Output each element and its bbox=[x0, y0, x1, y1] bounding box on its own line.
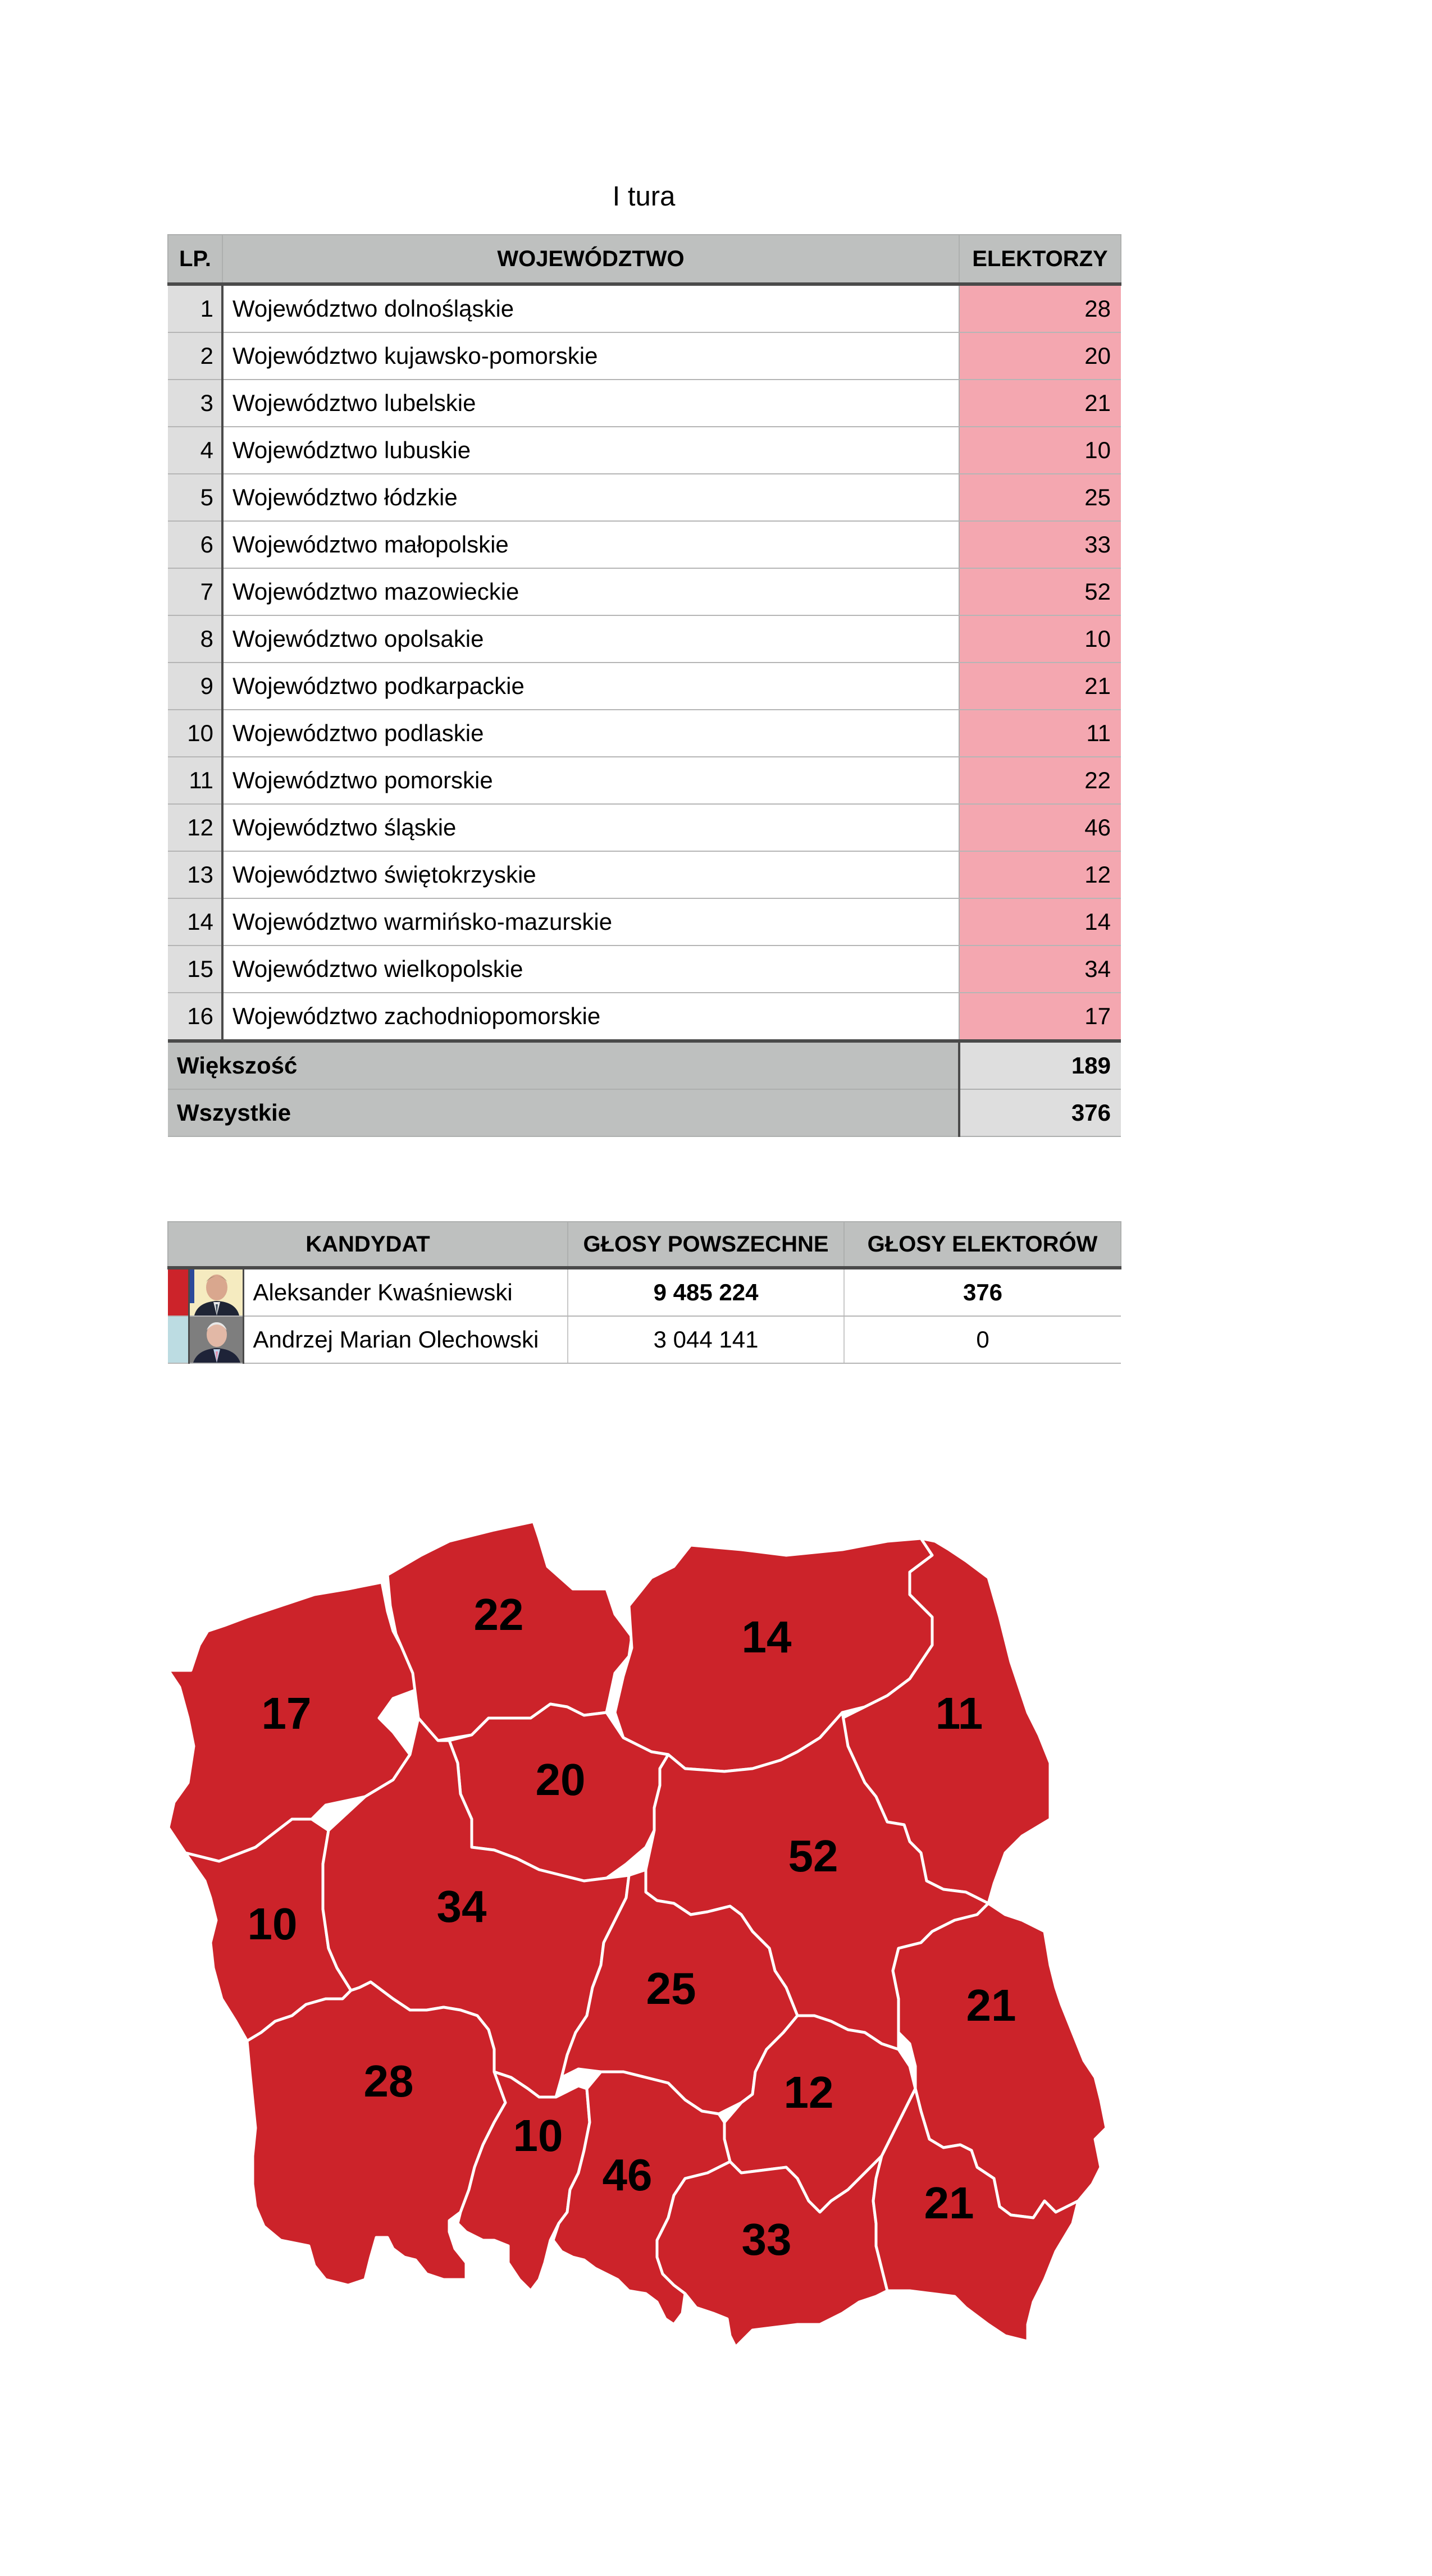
map-label-warminsko-mazurskie: 14 bbox=[741, 1612, 792, 1662]
table-row bbox=[168, 663, 1121, 710]
row-voivodeship: Województwo warmińsko-mazurskie bbox=[222, 898, 959, 946]
page-title: I tura bbox=[612, 181, 676, 212]
map-label-lubelskie: 21 bbox=[966, 1980, 1016, 2031]
row-voivodeship: Województwo zachodniopomorskie bbox=[222, 993, 959, 1041]
popular-votes: 9 485 224 bbox=[568, 1268, 844, 1316]
table-row bbox=[168, 568, 1121, 615]
row-lp: 7 bbox=[168, 568, 222, 615]
row-lp: 15 bbox=[168, 946, 222, 993]
row-voivodeship: Województwo świętokrzyskie bbox=[222, 851, 959, 898]
candidate-photo bbox=[189, 1268, 243, 1316]
row-voivodeship: Województwo podlaskie bbox=[222, 710, 959, 757]
row-voivodeship: Województwo lubuskie bbox=[222, 427, 959, 474]
row-electors: 11 bbox=[959, 710, 1121, 757]
popular-votes: 3 044 141 bbox=[568, 1316, 844, 1363]
map-label-lubuskie: 10 bbox=[247, 1899, 298, 1949]
person-portrait-icon bbox=[190, 1269, 243, 1316]
region-dolnoslaskie[interactable] bbox=[247, 1982, 508, 2285]
row-voivodeship: Województwo opolsakie bbox=[222, 615, 959, 663]
table-row bbox=[168, 898, 1121, 946]
row-voivodeship: Województwo lubelskie bbox=[222, 380, 959, 427]
row-electors: 20 bbox=[959, 332, 1121, 380]
row-lp: 4 bbox=[168, 427, 222, 474]
map-label-malopolskie: 33 bbox=[741, 2214, 792, 2265]
total-label: Wszystkie bbox=[168, 1089, 959, 1136]
row-lp: 14 bbox=[168, 898, 222, 946]
row-electors: 10 bbox=[959, 615, 1121, 663]
table-header-row bbox=[168, 235, 1121, 284]
header-kandydat[interactable]: KANDYDAT bbox=[168, 1222, 568, 1268]
row-lp: 3 bbox=[168, 380, 222, 427]
electoral-votes: 376 bbox=[844, 1268, 1121, 1316]
row-lp: 11 bbox=[168, 757, 222, 804]
map-label-mazowieckie: 52 bbox=[788, 1831, 838, 1881]
table-row bbox=[168, 710, 1121, 757]
row-lp: 10 bbox=[168, 710, 222, 757]
map-label-dolnoslaskie: 28 bbox=[363, 2056, 414, 2107]
row-voivodeship: Województwo śląskie bbox=[222, 804, 959, 851]
row-lp: 12 bbox=[168, 804, 222, 851]
row-lp: 2 bbox=[168, 332, 222, 380]
row-voivodeship: Województwo mazowieckie bbox=[222, 568, 959, 615]
row-voivodeship: Województwo małopolskie bbox=[222, 521, 959, 568]
table-row bbox=[168, 284, 1121, 332]
row-voivodeship: Województwo kujawsko-pomorskie bbox=[222, 332, 959, 380]
row-electors: 52 bbox=[959, 568, 1121, 615]
total-value: 376 bbox=[959, 1089, 1121, 1136]
row-electors: 17 bbox=[959, 993, 1121, 1041]
row-electors: 34 bbox=[959, 946, 1121, 993]
map-label-opolskie: 10 bbox=[513, 2111, 563, 2161]
header-electoral-votes[interactable]: GŁOSY ELEKTORÓW bbox=[844, 1222, 1121, 1268]
row-electors: 21 bbox=[959, 663, 1121, 710]
row-lp: 6 bbox=[168, 521, 222, 568]
person-portrait-icon bbox=[190, 1317, 243, 1363]
row-voivodeship: Województwo podkarpackie bbox=[222, 663, 959, 710]
candidate-name: Andrzej Marian Olechowski bbox=[243, 1316, 568, 1363]
row-electors: 25 bbox=[959, 474, 1121, 521]
table-row bbox=[168, 946, 1121, 993]
table-row bbox=[168, 804, 1121, 851]
table-row bbox=[168, 474, 1121, 521]
table-row bbox=[168, 380, 1121, 427]
header-elektorzy[interactable]: ELEKTORZY bbox=[959, 235, 1121, 284]
electors-table bbox=[167, 234, 1121, 1137]
candidate-photo bbox=[189, 1316, 243, 1363]
electoral-votes: 0 bbox=[844, 1316, 1121, 1363]
map-label-wielkopolskie: 34 bbox=[436, 1881, 487, 1932]
table-row bbox=[168, 332, 1121, 380]
table-row bbox=[168, 615, 1121, 663]
party-color-swatch bbox=[168, 1268, 189, 1316]
row-voivodeship: Województwo łódzkie bbox=[222, 474, 959, 521]
map-label-swietokrzyskie: 12 bbox=[783, 2067, 834, 2118]
map-label-zachodniopomorskie: 17 bbox=[261, 1688, 312, 1739]
row-electors: 33 bbox=[959, 521, 1121, 568]
row-electors: 46 bbox=[959, 804, 1121, 851]
row-voivodeship: Województwo pomorskie bbox=[222, 757, 959, 804]
table-row bbox=[168, 521, 1121, 568]
row-electors: 10 bbox=[959, 427, 1121, 474]
row-lp: 9 bbox=[168, 663, 222, 710]
poland-electoral-map bbox=[163, 1488, 1129, 2358]
header-lp[interactable]: LP. bbox=[168, 235, 222, 284]
map-label-lodzkie: 25 bbox=[646, 1963, 696, 2014]
map-label-kujawsko-pomorskie: 20 bbox=[535, 1755, 586, 1805]
row-lp: 16 bbox=[168, 993, 222, 1041]
row-lp: 13 bbox=[168, 851, 222, 898]
majority-value: 189 bbox=[959, 1041, 1121, 1089]
candidates-table bbox=[167, 1221, 1121, 1364]
row-electors: 21 bbox=[959, 380, 1121, 427]
party-color-swatch bbox=[168, 1316, 189, 1363]
map-label-slaskie: 46 bbox=[602, 2150, 653, 2200]
table-row bbox=[168, 851, 1121, 898]
majority-label: Większość bbox=[168, 1041, 959, 1089]
candidate-name: Aleksander Kwaśniewski bbox=[243, 1268, 568, 1316]
row-lp: 1 bbox=[168, 284, 222, 332]
candidate-row bbox=[168, 1268, 1121, 1316]
header-popular-votes[interactable]: GŁOSY POWSZECHNE bbox=[568, 1222, 844, 1268]
total-row bbox=[168, 1089, 1121, 1136]
map-label-podkarpackie: 21 bbox=[924, 2178, 974, 2228]
row-electors: 28 bbox=[959, 284, 1121, 332]
row-electors: 12 bbox=[959, 851, 1121, 898]
header-wojewodztwo[interactable]: WOJEWÓDZTWO bbox=[222, 235, 959, 284]
candidate-row bbox=[168, 1316, 1121, 1363]
table-row bbox=[168, 757, 1121, 804]
map-label-pomorskie: 22 bbox=[473, 1590, 524, 1640]
row-electors: 14 bbox=[959, 898, 1121, 946]
table-row bbox=[168, 993, 1121, 1041]
row-electors: 22 bbox=[959, 757, 1121, 804]
row-lp: 5 bbox=[168, 474, 222, 521]
row-voivodeship: Województwo dolnośląskie bbox=[222, 284, 959, 332]
row-lp: 8 bbox=[168, 615, 222, 663]
map-label-podlaskie: 11 bbox=[935, 1688, 983, 1739]
table-header-row bbox=[168, 1222, 1121, 1268]
majority-row bbox=[168, 1041, 1121, 1089]
row-voivodeship: Województwo wielkopolskie bbox=[222, 946, 959, 993]
table-row bbox=[168, 427, 1121, 474]
